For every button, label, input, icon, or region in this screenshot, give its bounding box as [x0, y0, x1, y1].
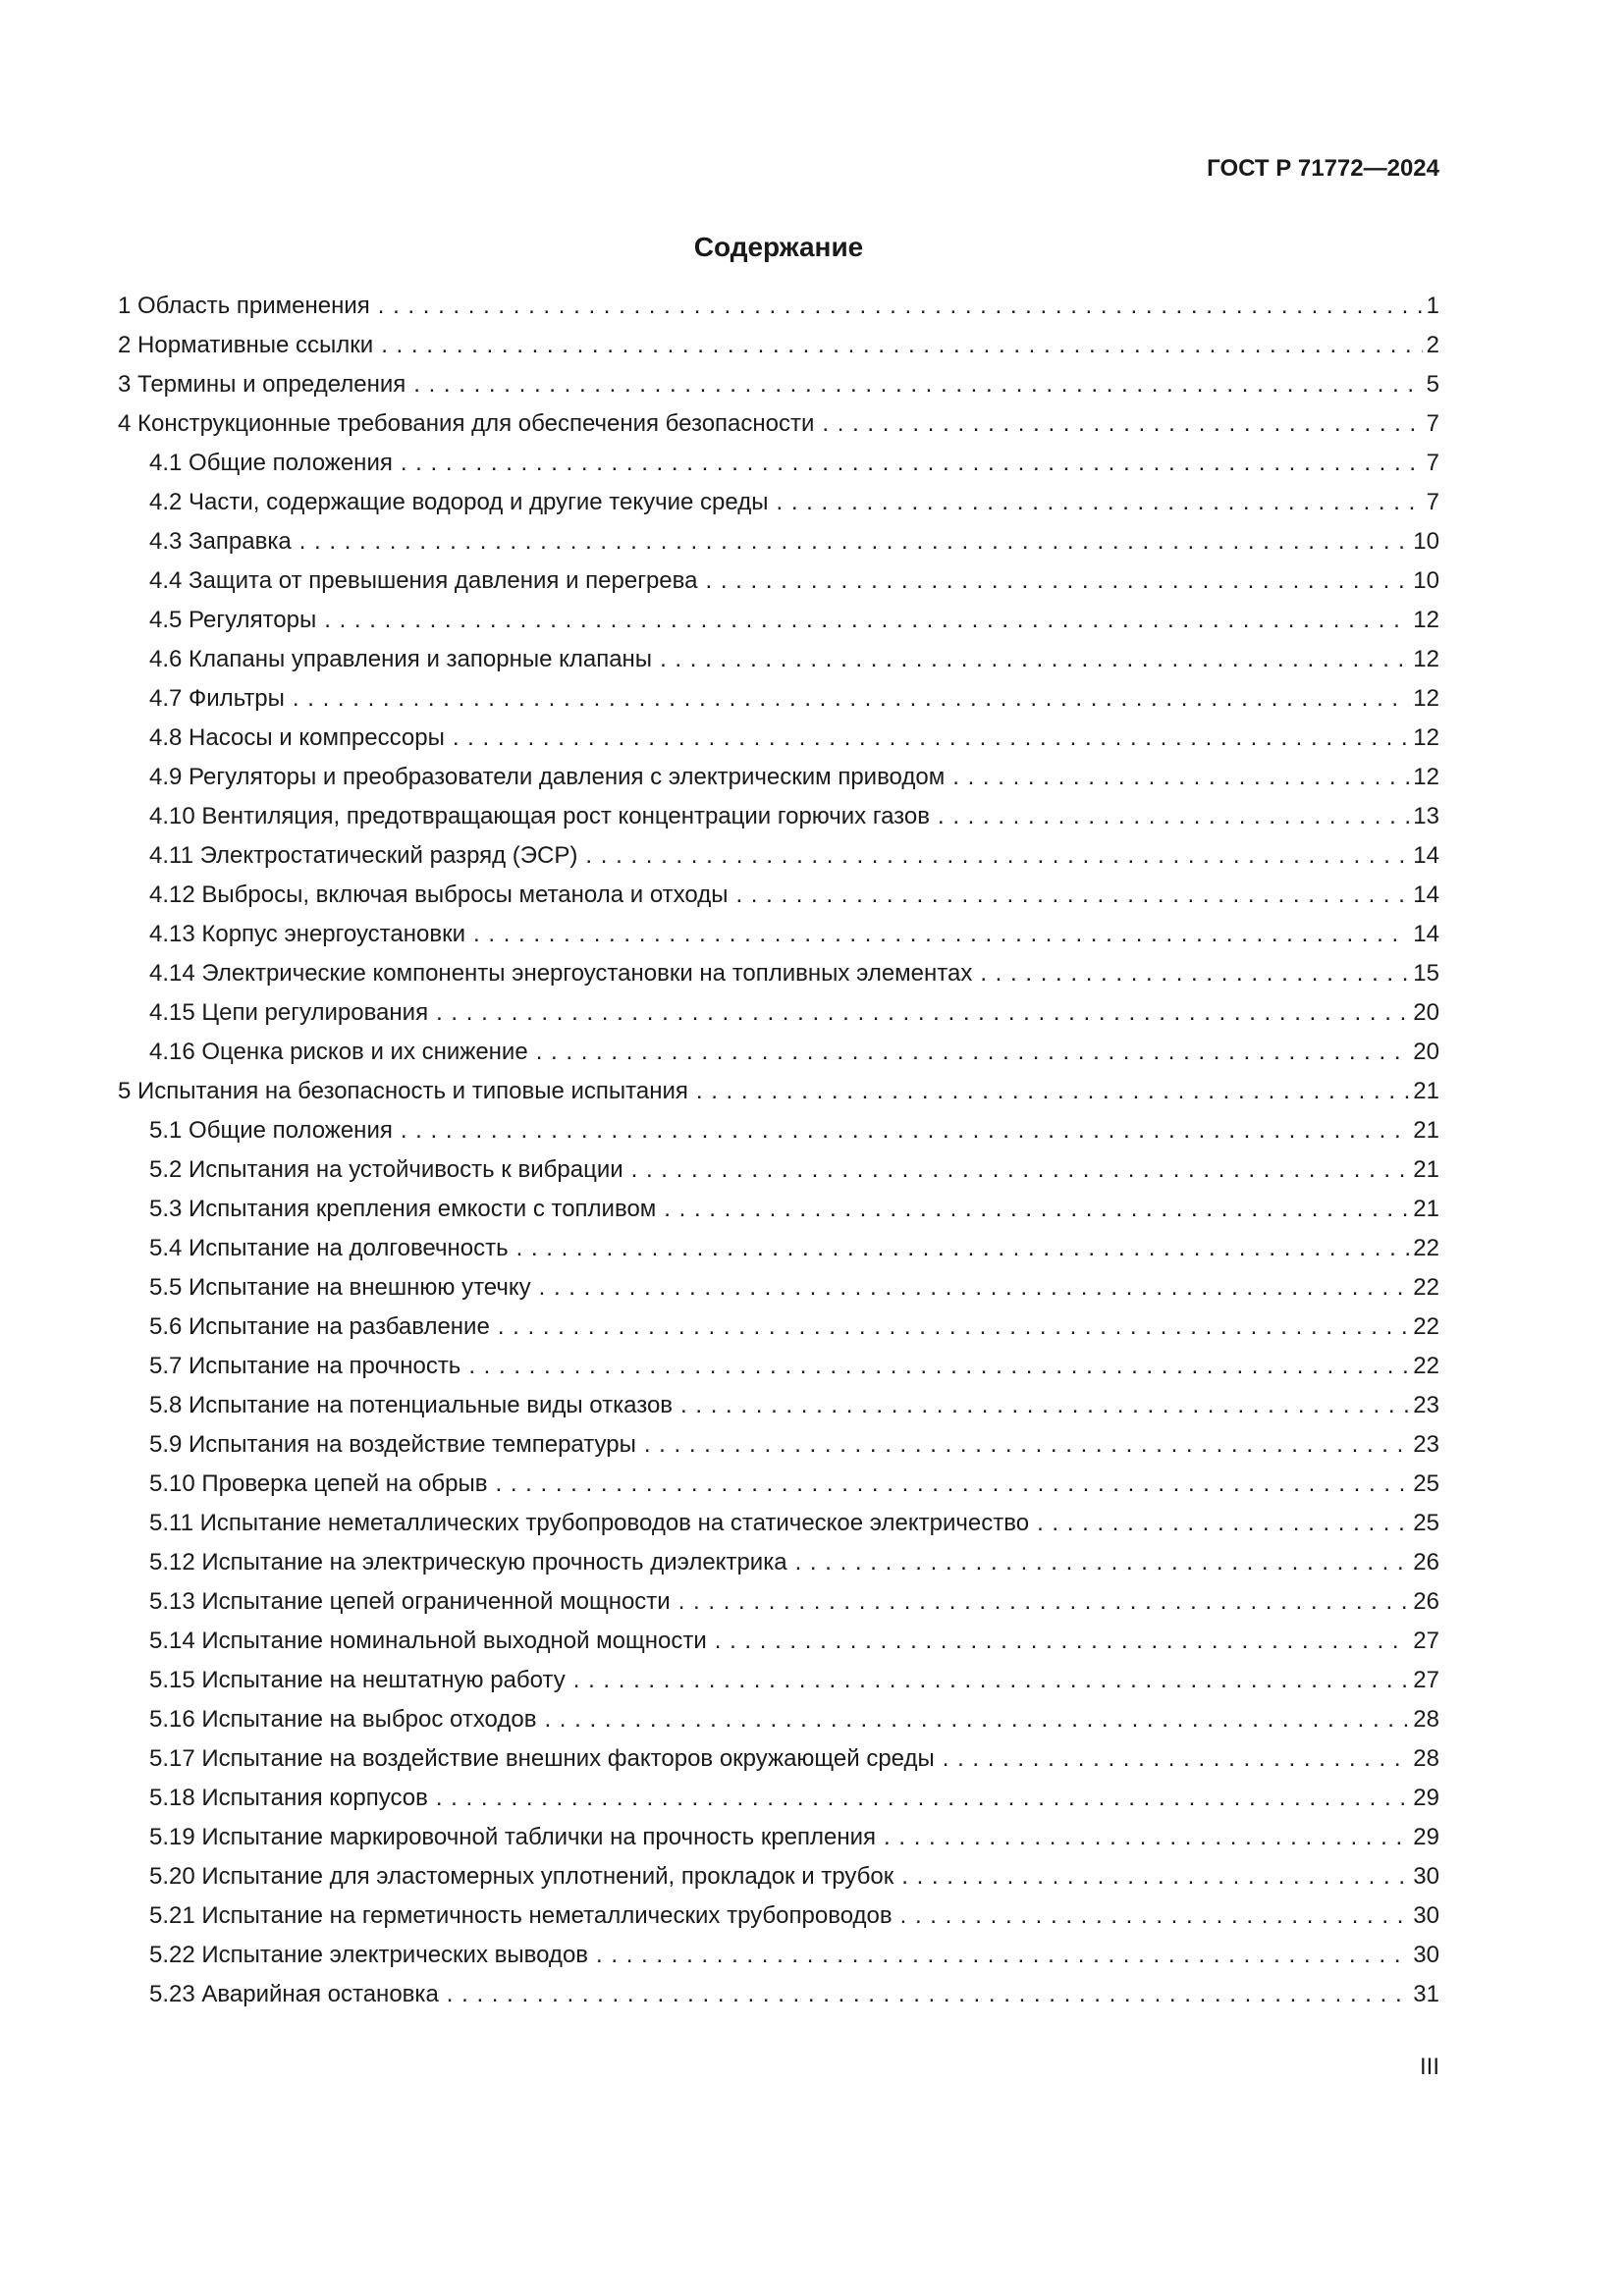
toc-leader-dots	[381, 326, 1422, 365]
toc-leader-dots	[401, 1111, 1409, 1150]
toc-entry-label: 4.16 Оценка рисков и их снижение	[149, 1039, 528, 1065]
toc-page-number: 21	[1413, 1078, 1439, 1104]
toc-entry-label: 4.13 Корпус энергоустановки	[149, 921, 466, 947]
toc-entry-label: 5.11 Испытание неметаллических трубопроводов на статическое электричество	[149, 1510, 1030, 1536]
toc-entry	[118, 915, 1439, 954]
toc-entry	[118, 993, 1439, 1033]
toc-leader-dots	[980, 954, 1409, 993]
toc-entry-label: 4.5 Регуляторы	[149, 607, 317, 633]
toc-entry	[118, 1190, 1439, 1229]
toc-entry-label: 4.11 Электростатический разряд (ЭСР)	[149, 842, 578, 869]
toc-entry-label: 5.21 Испытание на герметичность неметаллических трубопроводов	[149, 1902, 893, 1929]
toc-entry-label: 4.10 Вентиляция, предотвращающая рост концентрации горючих газов	[149, 803, 930, 829]
toc-page-number: 21	[1413, 1117, 1439, 1144]
toc-entry-label: 5.9 Испытания на воздействие температуры	[149, 1431, 636, 1458]
toc-page-number: 5	[1426, 371, 1439, 398]
toc-page-number: 20	[1413, 1039, 1439, 1065]
toc-entry-label: 5.19 Испытание маркировочной таблички на прочность крепления	[149, 1824, 877, 1850]
toc-leader-dots	[468, 1347, 1409, 1386]
toc-entry-label: 4.2 Части, содержащие водород и другие текучие среды	[149, 489, 769, 515]
toc-entry-label: 4.3 Заправка	[149, 528, 292, 555]
toc-leader-dots	[447, 1975, 1410, 2014]
toc-entry-label: 4.8 Насосы и компрессоры	[149, 724, 445, 751]
toc-entry-label: 4.4 Защита от превышения давления и перегрева	[149, 567, 698, 594]
toc-entry	[118, 640, 1439, 679]
toc-entry-label: 5.23 Аварийная остановка	[149, 1981, 439, 2007]
toc-page-number: 21	[1413, 1196, 1439, 1222]
toc-entry	[118, 1033, 1439, 1072]
toc-page-number: 14	[1413, 842, 1439, 869]
toc-entry	[118, 365, 1439, 404]
toc-entry-label: 5.10 Проверка цепей на обрыв	[149, 1470, 488, 1497]
toc-leader-dots	[943, 1739, 1410, 1779]
toc-page-number: 21	[1413, 1156, 1439, 1183]
toc-entry	[118, 954, 1439, 993]
toc-page-number: 15	[1413, 960, 1439, 987]
toc-page-number: 29	[1413, 1824, 1439, 1850]
toc-page-number: 10	[1413, 528, 1439, 555]
toc-leader-dots	[660, 640, 1409, 679]
toc-page-number: 14	[1413, 881, 1439, 908]
toc-leader-dots	[453, 719, 1409, 758]
toc-entry	[118, 1582, 1439, 1622]
toc-entry	[118, 1268, 1439, 1308]
toc-entry	[118, 1936, 1439, 1975]
toc-entry-label: 5.13 Испытание цепей ограниченной мощности	[149, 1588, 671, 1615]
toc-page-number: 12	[1413, 764, 1439, 790]
toc-entry	[118, 601, 1439, 640]
toc-page-number: 28	[1413, 1745, 1439, 1772]
toc-page-number: 12	[1413, 646, 1439, 672]
toc-page-number: 12	[1413, 607, 1439, 633]
toc-entry	[118, 444, 1439, 483]
toc-page-number: 28	[1413, 1706, 1439, 1733]
toc-entry-label: 5.1 Общие положения	[149, 1117, 393, 1144]
toc-entry	[118, 326, 1439, 365]
toc-entry-label: 1 Область применения	[118, 293, 370, 319]
toc-page-number: 14	[1413, 921, 1439, 947]
toc-entry-label: 5.2 Испытания на устойчивость к вибрации	[149, 1156, 623, 1183]
toc-entry	[118, 797, 1439, 836]
toc-page-number: 29	[1413, 1785, 1439, 1811]
toc-entry	[118, 1308, 1439, 1347]
toc-leader-dots	[644, 1425, 1409, 1465]
toc-leader-dots	[735, 876, 1409, 915]
toc-leader-dots	[536, 1033, 1410, 1072]
toc-page-number: 30	[1413, 1902, 1439, 1929]
toc-page-number: 1	[1426, 293, 1439, 319]
toc-page-number: 23	[1413, 1431, 1439, 1458]
toc-entry-label: 4.9 Регуляторы и преобразователи давления с электрическим приводом	[149, 764, 946, 790]
toc-leader-dots	[696, 1072, 1409, 1111]
toc-leader-dots	[436, 993, 1409, 1033]
toc-entry-label: 5.6 Испытание на разбавление	[149, 1313, 490, 1340]
toc-page-number: 12	[1413, 724, 1439, 751]
toc-page-number: 22	[1413, 1313, 1439, 1340]
toc-leader-dots	[705, 561, 1409, 601]
toc-leader-dots	[678, 1582, 1410, 1622]
toc-leader-dots	[938, 797, 1409, 836]
toc-leader-dots	[378, 287, 1423, 326]
toc-page-number: 22	[1413, 1353, 1439, 1379]
toc-entry-label: 2 Нормативные ссылки	[118, 332, 374, 358]
toc-page-number: 22	[1413, 1235, 1439, 1261]
toc-leader-dots	[299, 522, 1410, 561]
toc-page-number: 22	[1413, 1274, 1439, 1301]
toc-page-number: 25	[1413, 1510, 1439, 1536]
toc-entry	[118, 758, 1439, 797]
toc-entry	[118, 836, 1439, 876]
toc-entry	[118, 1857, 1439, 1896]
toc-entry-label: 5.8 Испытание на потенциальные виды отказов	[149, 1392, 674, 1418]
toc-entry	[118, 1504, 1439, 1543]
toc-entry-label: 4.1 Общие положения	[149, 450, 393, 476]
toc-page-number: 26	[1413, 1588, 1439, 1615]
toc-leader-dots	[544, 1700, 1409, 1739]
toc-entry-label: 5.20 Испытание для эластомерных уплотнений, прокладок и трубок	[149, 1863, 894, 1890]
toc-leader-dots	[498, 1308, 1409, 1347]
toc-entry-label: 4 Конструкционные требования для обеспечения безопасности	[118, 410, 815, 437]
toc-leader-dots	[585, 836, 1409, 876]
toc-leader-dots	[822, 404, 1422, 444]
toc-leader-dots	[952, 758, 1409, 797]
toc-page-number: 12	[1413, 685, 1439, 712]
toc-entry-label: 5.4 Испытание на долговечность	[149, 1235, 509, 1261]
toc-entry	[118, 1779, 1439, 1818]
toc-entry-label: 5.5 Испытание на внешнюю утечку	[149, 1274, 531, 1301]
toc-entry-label: 3 Термины и определения	[118, 371, 406, 398]
toc-entry	[118, 1739, 1439, 1779]
toc-leader-dots	[884, 1818, 1409, 1857]
toc-page-number: 13	[1413, 803, 1439, 829]
doc-code: ГОСТ Р 71772—2024	[1207, 155, 1439, 182]
toc-leader-dots	[573, 1661, 1410, 1700]
toc-entry	[118, 1622, 1439, 1661]
toc-entry	[118, 1700, 1439, 1739]
toc-page-number: 10	[1413, 567, 1439, 594]
toc-entry-label: 5.7 Испытание на прочность	[149, 1353, 461, 1379]
toc-page-number: 7	[1426, 410, 1439, 437]
toc-page-number: 7	[1426, 450, 1439, 476]
toc-leader-dots	[664, 1190, 1409, 1229]
toc-entry	[118, 876, 1439, 915]
toc-entry	[118, 1661, 1439, 1700]
toc-entry	[118, 1347, 1439, 1386]
page-title: Содержание	[693, 232, 864, 262]
toc-leader-dots	[680, 1386, 1409, 1425]
toc-page-number: 31	[1413, 1981, 1439, 2007]
toc-leader-dots	[631, 1150, 1410, 1190]
toc-page-number: 23	[1413, 1392, 1439, 1418]
toc-leader-dots	[516, 1229, 1410, 1268]
toc-leader-dots	[324, 601, 1409, 640]
toc-leader-dots	[496, 1465, 1410, 1504]
toc-leader-dots	[1037, 1504, 1409, 1543]
page-number: III	[1419, 2054, 1439, 2080]
toc-entry	[118, 1543, 1439, 1582]
toc-entry-label: 5.3 Испытания крепления емкости с топливом	[149, 1196, 657, 1222]
toc-page-number: 20	[1413, 999, 1439, 1026]
toc-entry	[118, 679, 1439, 719]
toc-entry-label: 5.18 Испытания корпусов	[149, 1785, 428, 1811]
toc-entry	[118, 1896, 1439, 1936]
toc-leader-dots	[715, 1622, 1410, 1661]
toc-entry-label: 5.15 Испытание на нештатную работу	[149, 1667, 566, 1693]
toc-leader-dots	[293, 679, 1409, 719]
toc-entry-label: 4.6 Клапаны управления и запорные клапаны	[149, 646, 653, 672]
toc-leader-dots	[436, 1779, 1409, 1818]
toc-list	[118, 287, 1439, 2014]
toc-entry	[118, 1072, 1439, 1111]
toc-page-number: 2	[1426, 332, 1439, 358]
toc-page-number: 27	[1413, 1628, 1439, 1654]
toc-entry	[118, 1150, 1439, 1190]
toc-entry	[118, 404, 1439, 444]
toc-entry	[118, 522, 1439, 561]
toc-entry	[118, 561, 1439, 601]
toc-leader-dots	[596, 1936, 1409, 1975]
toc-leader-dots	[776, 483, 1422, 522]
toc-entry-label: 5.16 Испытание на выброс отходов	[149, 1706, 537, 1733]
toc-leader-dots	[901, 1857, 1409, 1896]
toc-entry	[118, 1818, 1439, 1857]
toc-entry-label: 4.7 Фильтры	[149, 685, 285, 712]
toc-entry-label: 4.12 Выбросы, включая выбросы метанола и отходы	[149, 881, 729, 908]
toc-entry	[118, 719, 1439, 758]
toc-leader-dots	[401, 444, 1423, 483]
toc-leader-dots	[413, 365, 1422, 404]
toc-entry	[118, 1425, 1439, 1465]
toc-leader-dots	[539, 1268, 1410, 1308]
toc-entry-label: 5.22 Испытание электрических выводов	[149, 1942, 589, 1968]
toc-page-number: 26	[1413, 1549, 1439, 1575]
toc-page-number: 25	[1413, 1470, 1439, 1497]
toc-page-number: 30	[1413, 1942, 1439, 1968]
toc-entry	[118, 1111, 1439, 1150]
toc-entry-label: 5.17 Испытание на воздействие внешних факторов окружающей среды	[149, 1745, 935, 1772]
toc-entry-label: 5 Испытания на безопасность и типовые испытания	[118, 1078, 688, 1104]
toc-page-number: 30	[1413, 1863, 1439, 1890]
toc-entry-label: 5.14 Испытание номинальной выходной мощности	[149, 1628, 707, 1654]
toc-leader-dots	[795, 1543, 1410, 1582]
toc-entry	[118, 1386, 1439, 1425]
toc-leader-dots	[473, 915, 1409, 954]
toc-entry	[118, 483, 1439, 522]
toc-page-number: 7	[1426, 489, 1439, 515]
toc-entry-label: 4.15 Цепи регулирования	[149, 999, 429, 1026]
toc-entry-label: 4.14 Электрические компоненты энергоустановки на топливных элементах	[149, 960, 973, 987]
toc-page-number: 27	[1413, 1667, 1439, 1693]
toc-entry	[118, 1465, 1439, 1504]
toc-entry	[118, 1975, 1439, 2014]
toc-leader-dots	[900, 1896, 1410, 1936]
toc-entry-label: 5.12 Испытание на электрическую прочность диэлектрика	[149, 1549, 787, 1575]
toc-entry	[118, 287, 1439, 326]
toc-entry	[118, 1229, 1439, 1268]
